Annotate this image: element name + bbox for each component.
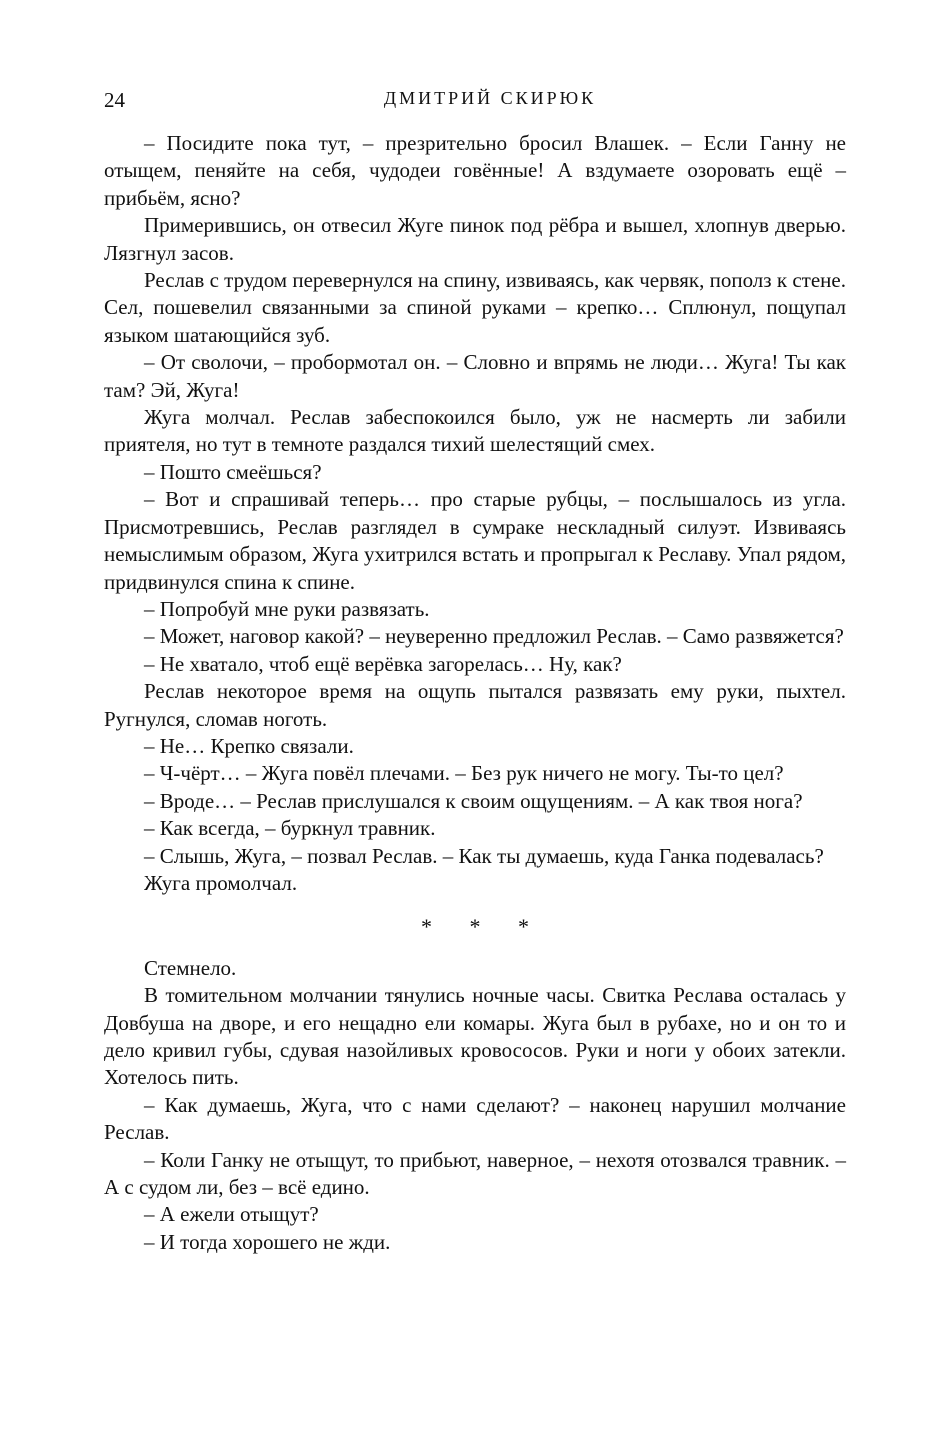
paragraph: – Попробуй мне руки развязать. (144, 596, 430, 621)
paragraph: – Не хватало, чтоб ещё верёвка загорелась… Ну, как? (144, 651, 622, 676)
section-separator: * * * (421, 914, 545, 940)
paragraph: – Не… Крепко связали. (144, 733, 354, 758)
paragraph: – И тогда хорошего не жди. (144, 1229, 391, 1254)
paragraph: – Как думаешь, Жуга, что с нами сделают? – наконец нарушил молчание Реслав. (104, 1092, 846, 1145)
paragraph: – Как всегда, – буркнул травник. (144, 816, 436, 841)
body-text (104, 130, 846, 1256)
paragraph: – Слышь, Жуга, – позвал Реслав. – Как ты думаешь, куда Ганка подевалась? (144, 843, 824, 868)
paragraph: – А ежели отыщут? (144, 1202, 319, 1227)
paragraph: В томительном молчании тянулись ночные часы. Свитка Реслава осталась у Довбуша на дворе, и его нещадно ели комары. Жуга был в рубахе, но и он то и дело кривил губы, сдувая назойливых кровососов. Руки и ноги у обоих затекли. Хотелось пить. (104, 983, 846, 1090)
paragraph: – Вот и спрашивай теперь… про старые рубцы, – послышалось из угла. Присмотревшись, Реслав разглядел в сумраке нескладный силуэт. Извиваясь немыслимым образом, Жуга ухитрился встать и пропрыгал к Реславу. Упал рядом, придвинулся спина к спине. (104, 487, 846, 594)
paragraph: Стемнело. (144, 955, 237, 980)
paragraph: – Пошто смеёшься? (144, 459, 322, 484)
paragraph: Примерившись, он отвесил Жуге пинок под рёбра и вышел, хлопнув дверью. Лязгнул засов. (104, 213, 846, 265)
paragraph: – Коли Ганку не отыщут, то прибьют, наверное, – нехотя отозвался травник. – А с судом ли, без – всё едино. (104, 1147, 846, 1200)
paragraph: – От сволочи, – пробормотал он. – Словно и впрямь не люди… Жуга! Ты как там? Эй, Жуга! (104, 350, 846, 402)
paragraph: Реслав некоторое время на ощупь пытался развязать ему руки, пыхтел. Ругнулся, сломав ноготь. (104, 679, 846, 731)
paragraph: – Ч-чёрт… – Жуга повёл плечами. – Без рук ничего не могу. Ты-то цел? (144, 761, 784, 786)
paragraph: Реслав с трудом перевернулся на спину, извиваясь, как червяк, пополз к стене. Сел, пошевелил связанными за спиной руками – крепко… Сплюнул, пощупал языком шатающийся зуб. (104, 268, 846, 347)
page-number: 24 (104, 88, 125, 112)
page-header (104, 88, 846, 118)
paragraph: – Посидите пока тут, – презрительно бросил Влашек. – Если Ганну не отыщем, пеняйте на себя, чудодеи говённые! А вздумаете озоровать ещё – прибьём, ясно? (104, 131, 846, 210)
running-head-author: ДМИТРИЙ СКИРЮК (383, 88, 597, 108)
paragraph: – Может, наговор какой? – неуверенно предложил Реслав. – Само развяжется? (144, 624, 844, 649)
paragraph: – Вроде… – Реслав прислушался к своим ощущениям. – А как твоя нога? (144, 788, 803, 813)
paragraph: Жуга промолчал. (144, 870, 298, 895)
paragraph: Жуга молчал. Реслав забеспокоился было, уж не насмерть ли забили приятеля, но тут в темноте раздался тихий шелестящий смех. (104, 405, 846, 457)
